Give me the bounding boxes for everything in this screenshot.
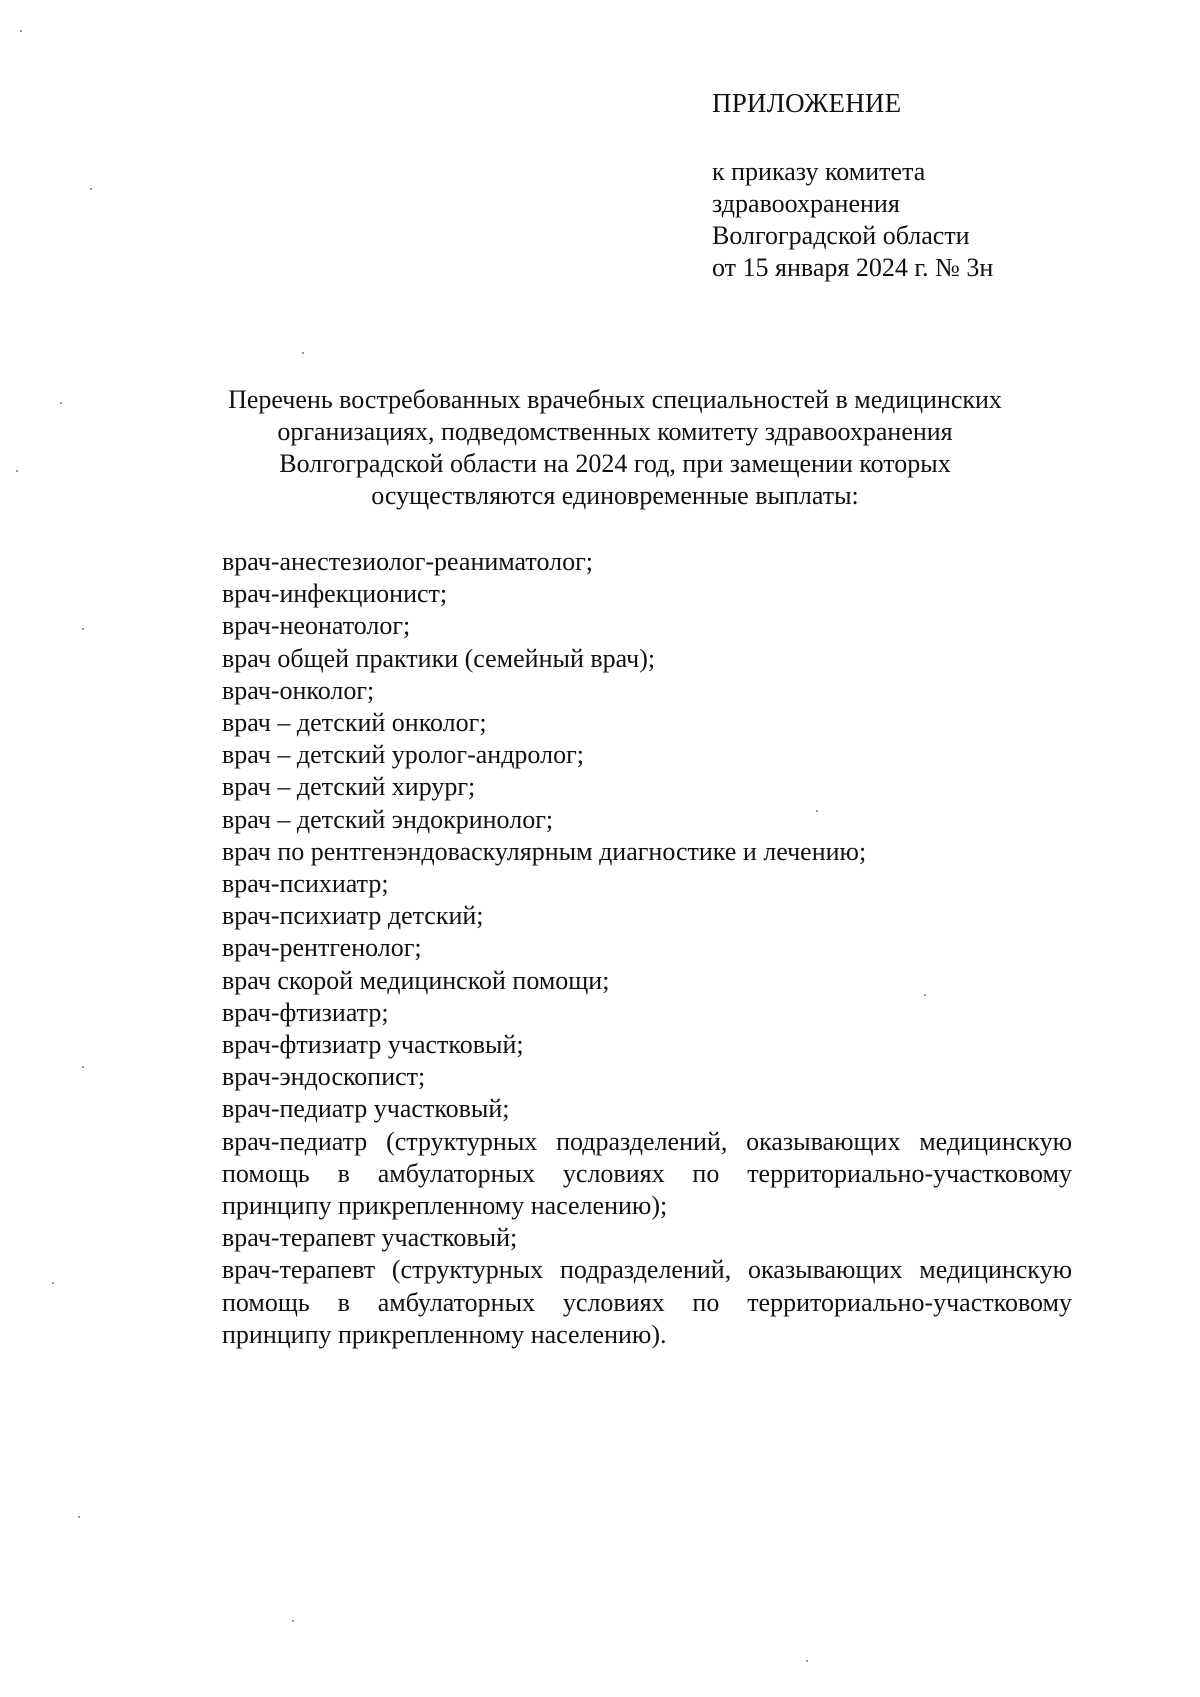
scan-speck <box>816 810 818 812</box>
specialty-item: врач-рентгенолог; <box>222 933 422 963</box>
scan-speck <box>82 1066 84 1068</box>
specialty-item: врач – детский онколог; <box>222 708 487 738</box>
specialty-item: врач-терапевт (структурных подразделений, оказывающих медицинскую помощь в амбулаторных условиях по территориально-участковому принципу прикрепленному населению). <box>222 1255 1072 1349</box>
order-reference-line: Волгоградской области <box>712 221 970 250</box>
document-title-line: Перечень востребованных врачебных специальностей в медицинских <box>228 385 1002 414</box>
specialty-item: врач-анестезиолог-реаниматолог; <box>222 547 593 576</box>
specialty-item: врач-педиатр (структурных подразделений, оказывающих медицинскую помощь в амбулаторных условиях по территориально-участковому принципу прикрепленному населению); <box>222 1126 1072 1221</box>
specialty-item: врач-педиатр участковый; <box>222 1094 510 1124</box>
specialty-item: врач-фтизиатр; <box>222 997 389 1027</box>
specialty-item: врач-инфекционист; <box>222 579 448 609</box>
specialty-item: врач-психиатр; <box>222 869 389 899</box>
specialty-item: врач по рентгенэндоваскулярным диагностике и лечению; <box>222 836 867 866</box>
scan-speck <box>60 402 62 404</box>
document-title-line: осуществляются единовременные выплаты: <box>371 481 859 510</box>
scan-speck <box>292 1620 294 1622</box>
specialty-item: врач-фтизиатр участковый; <box>222 1030 524 1060</box>
scan-speck <box>20 30 22 32</box>
appendix-label: ПРИЛОЖЕНИЕ <box>712 88 902 118</box>
specialty-item: врач-психиатр детский; <box>222 901 484 931</box>
document-title <box>150 384 1080 512</box>
specialty-item: врач общей практики (семейный врач); <box>222 643 656 673</box>
scan-speck <box>78 1516 80 1518</box>
scan-speck <box>16 470 18 472</box>
specialty-list <box>222 546 1072 1351</box>
specialty-item: врач-терапевт участковый; <box>222 1223 518 1253</box>
scan-speck <box>924 994 926 996</box>
scan-speck <box>52 1282 54 1284</box>
document-title-line: Волгоградской области на 2024 год, при замещении которых <box>279 449 951 478</box>
scan-speck <box>806 1660 808 1662</box>
specialty-item: врач – детский эндокринолог; <box>222 804 554 834</box>
order-reference <box>712 156 993 284</box>
document-title-line: организациях, подведомственных комитету здравоохранения <box>277 417 953 446</box>
specialty-item: врач – детский уролог-андролог; <box>222 740 584 770</box>
scan-speck <box>82 628 84 630</box>
specialty-item: врач скорой медицинской помощи; <box>222 965 610 995</box>
specialty-item: врач-эндоскопист; <box>222 1062 426 1092</box>
order-reference-line: здравоохранения <box>712 189 900 218</box>
specialty-item: врач-неонатолог; <box>222 611 411 641</box>
specialty-item: врач-онколог; <box>222 675 375 705</box>
specialty-item: врач – детский хирург; <box>222 772 476 802</box>
order-reference-line: от 15 января 2024 г. № 3н <box>712 253 994 282</box>
scan-speck <box>90 188 92 190</box>
scan-speck <box>302 352 304 354</box>
order-reference-line: к приказу комитета <box>712 157 926 186</box>
